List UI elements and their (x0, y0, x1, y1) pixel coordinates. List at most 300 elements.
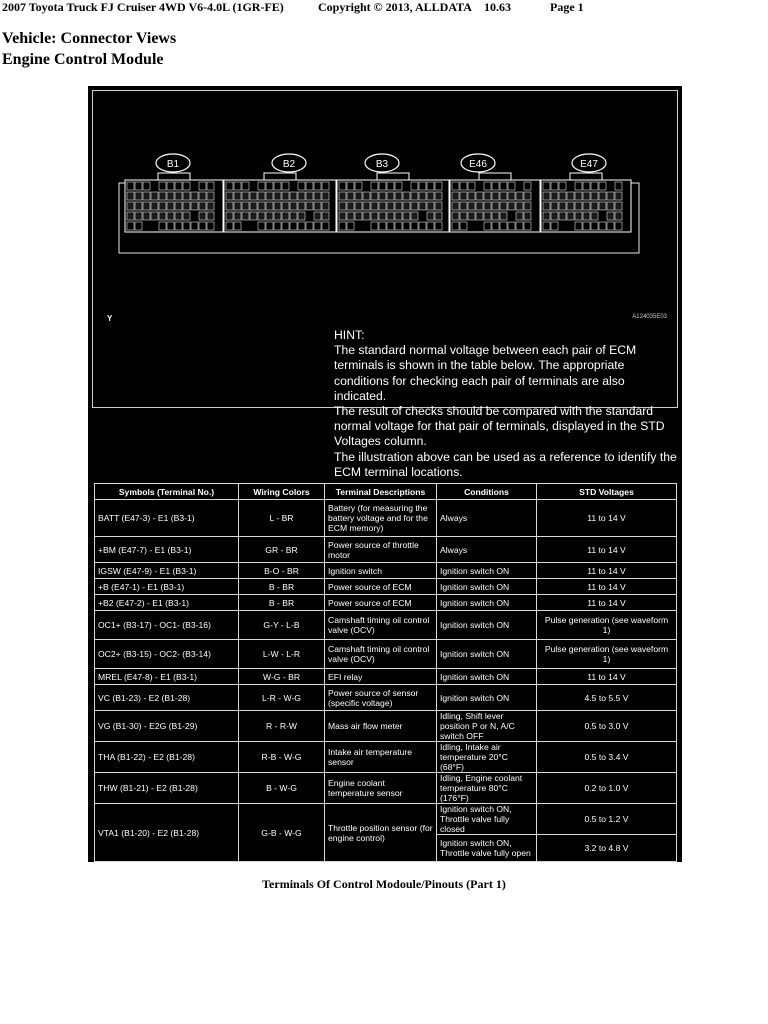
terminal-pin (127, 192, 134, 200)
terminal-pin (500, 222, 507, 230)
cell-condition: Idling, Engine coolant temperature 80°C (176°F) (437, 773, 537, 804)
table-row (95, 563, 677, 579)
terminal-pin (135, 222, 142, 230)
terminal-pin (524, 212, 531, 220)
terminal-pin (159, 202, 166, 210)
terminal-pin (159, 192, 166, 200)
terminal-pin (500, 192, 507, 200)
terminal-pin (314, 202, 321, 210)
terminal-pin (508, 182, 515, 190)
terminal-pin (339, 222, 346, 230)
connector-latch (158, 173, 190, 180)
terminal-pin (508, 222, 515, 230)
terminal-pin (347, 212, 354, 220)
terminal-pin (543, 202, 550, 210)
terminal-pin (395, 182, 402, 190)
terminal-pin (258, 192, 265, 200)
cell-wiring: B - BR (239, 595, 325, 611)
terminal-pin (599, 192, 606, 200)
terminal-pin (234, 212, 241, 220)
terminal-pin (516, 192, 523, 200)
terminal-pin (403, 212, 410, 220)
terminal-pin (460, 182, 467, 190)
cell-wiring: L-W - L-R (239, 640, 325, 669)
cell-condition: Always (437, 537, 537, 563)
terminal-pin (207, 192, 214, 200)
cell-wiring: B - W-G (239, 773, 325, 804)
terminal-pin (322, 182, 329, 190)
cell-wiring: G-B - W-G (239, 804, 325, 862)
terminal-pin (274, 202, 281, 210)
terminal-pin (484, 182, 491, 190)
terminal-pin (559, 212, 566, 220)
terminal-pin (191, 222, 198, 230)
terminal-pin (575, 182, 582, 190)
terminal-pin (395, 222, 402, 230)
terminal-pin (339, 182, 346, 190)
terminal-pin (460, 212, 467, 220)
terminal-pin (591, 182, 598, 190)
terminal-pin (524, 182, 531, 190)
terminal-pin (452, 222, 459, 230)
terminal-pin (559, 182, 566, 190)
terminal-pin (175, 202, 182, 210)
terminal-pin (476, 202, 483, 210)
terminal-pin (524, 202, 531, 210)
terminal-pin (567, 192, 574, 200)
terminal-pin (199, 222, 206, 230)
terminal-pin (127, 202, 134, 210)
cell-wiring: W-G - BR (239, 669, 325, 685)
terminal-pin (427, 202, 434, 210)
terminal-pin (339, 202, 346, 210)
terminal-pin (411, 222, 418, 230)
terminal-pin (500, 212, 507, 220)
terminal-pin (167, 202, 174, 210)
terminal-pin (543, 192, 550, 200)
terminal-pin (322, 212, 329, 220)
terminal-pin (419, 202, 426, 210)
connector-label: B2 (282, 159, 296, 170)
terminal-pin (282, 202, 289, 210)
terminal-pin (135, 212, 142, 220)
terminal-pin (298, 212, 305, 220)
terminal-pin (575, 202, 582, 210)
terminal-pin (290, 192, 297, 200)
terminal-pin (347, 202, 354, 210)
terminal-pin (226, 202, 233, 210)
terminal-pin (615, 192, 622, 200)
terminal-pin (492, 182, 499, 190)
terminal-pin (543, 212, 550, 220)
terminal-pin (322, 222, 329, 230)
terminal-pin (159, 222, 166, 230)
terminal-pin (411, 202, 418, 210)
terminal-pin (167, 182, 174, 190)
terminal-pin (274, 212, 281, 220)
cell-condition: Idling, Intake air temperature 20°C (68°F) (437, 742, 537, 773)
terminal-pin (242, 192, 249, 200)
terminal-pin (387, 222, 394, 230)
cell-symbol: VC (B1-23) - E2 (B1-28) (95, 685, 239, 711)
cell-std-voltage: 11 to 14 V (537, 595, 677, 611)
terminal-pin (371, 182, 378, 190)
cell-condition: Ignition switch ON (437, 669, 537, 685)
cell-condition: Idling, Shift lever position P or N, A/C switch OFF (437, 711, 537, 742)
terminal-pin (371, 192, 378, 200)
figure-id: A124035E03 (632, 314, 667, 320)
terminal-pin (258, 182, 265, 190)
terminal-pin (492, 202, 499, 210)
table-row (95, 685, 677, 711)
terminal-pin (484, 222, 491, 230)
terminal-pin (419, 222, 426, 230)
terminal-pin (250, 192, 257, 200)
terminal-pin (591, 212, 598, 220)
cell-description: Power source of ECM (325, 579, 437, 595)
terminal-pin (468, 202, 475, 210)
cell-description: Engine coolant temperature sensor (325, 773, 437, 804)
terminal-pin (452, 192, 459, 200)
terminal-pin (347, 182, 354, 190)
terminal-pin (143, 182, 150, 190)
cell-symbol: THW (B1-21) - E2 (B1-28) (95, 773, 239, 804)
terminal-pin (234, 182, 241, 190)
cell-symbol: VTA1 (B1-20) - E2 (B1-28) (95, 804, 239, 862)
terminal-pin (226, 182, 233, 190)
terminal-pin (250, 212, 257, 220)
terminal-pin (379, 222, 386, 230)
terminal-pin (175, 222, 182, 230)
ecm-figure-panel (88, 86, 682, 862)
connector-latch (570, 173, 602, 180)
terminal-voltage-table (94, 483, 677, 862)
terminal-pin (298, 202, 305, 210)
terminal-pin (435, 222, 442, 230)
terminal-pin (226, 192, 233, 200)
terminal-pin (559, 192, 566, 200)
terminal-pin (127, 222, 134, 230)
cell-description: Ignition switch (325, 563, 437, 579)
terminal-pin (379, 202, 386, 210)
terminal-pin (151, 192, 158, 200)
terminal-pin (583, 192, 590, 200)
terminal-pin (516, 212, 523, 220)
terminal-pin (468, 182, 475, 190)
terminal-pin (355, 202, 362, 210)
terminal-pin (599, 182, 606, 190)
cell-wiring: L - BR (239, 500, 325, 537)
terminal-pin (363, 202, 370, 210)
terminal-pin (403, 202, 410, 210)
terminal-pin (298, 222, 305, 230)
terminal-pin (191, 192, 198, 200)
terminal-pin (183, 192, 190, 200)
terminal-pin (452, 202, 459, 210)
connector-label: E47 (580, 159, 598, 170)
terminal-pin (615, 222, 622, 230)
terminal-pin (143, 202, 150, 210)
terminal-pin (567, 212, 574, 220)
terminal-pin (199, 212, 206, 220)
terminal-pin (258, 212, 265, 220)
terminal-pin (551, 202, 558, 210)
terminal-pin (242, 202, 249, 210)
terminal-pin (500, 202, 507, 210)
terminal-pin (199, 192, 206, 200)
terminal-pin (282, 192, 289, 200)
terminal-pin (282, 212, 289, 220)
terminal-pin (607, 212, 614, 220)
terminal-pin (298, 192, 305, 200)
cell-std-voltage: 11 to 14 V (537, 579, 677, 595)
terminal-pin (274, 182, 281, 190)
terminal-pin (516, 202, 523, 210)
terminal-pin (379, 192, 386, 200)
terminal-pin (591, 192, 598, 200)
terminal-pin (484, 192, 491, 200)
cell-std-voltage: 0.5 to 3.0 V (537, 711, 677, 742)
terminal-pin (435, 192, 442, 200)
terminal-pin (167, 222, 174, 230)
terminal-pin (266, 182, 273, 190)
terminal-pin (575, 212, 582, 220)
cell-wiring: L-R - W-G (239, 685, 325, 711)
terminal-pin (143, 192, 150, 200)
cell-symbol: BATT (E47-3) - E1 (B3-1) (95, 500, 239, 537)
table-row (95, 611, 677, 640)
cell-symbol: +BM (E47-7) - E1 (B3-1) (95, 537, 239, 563)
terminal-pin (135, 202, 142, 210)
terminal-pin (363, 192, 370, 200)
copyright-text: Copyright © 2013, ALLDATA (318, 0, 472, 14)
terminal-pin (290, 222, 297, 230)
terminal-pin (387, 192, 394, 200)
cell-description: Power source of throttle motor (325, 537, 437, 563)
terminal-pin (266, 222, 273, 230)
cell-condition: Ignition switch ON (437, 563, 537, 579)
terminal-pin (355, 182, 362, 190)
terminal-pin (314, 222, 321, 230)
terminal-pin (274, 222, 281, 230)
cell-condition: Ignition switch ON, Throttle valve fully closed (437, 804, 537, 835)
header-wiring-colors: Wiring Colors (239, 484, 325, 500)
terminal-pin (183, 202, 190, 210)
terminal-pin (551, 182, 558, 190)
terminal-pin (347, 192, 354, 200)
version-number: 10.63 (484, 0, 511, 14)
terminal-pin (314, 212, 321, 220)
cell-std-voltage: 3.2 to 4.8 V (537, 835, 677, 862)
terminal-pin (207, 222, 214, 230)
terminal-pin (492, 222, 499, 230)
connector-label: B3 (375, 159, 389, 170)
terminal-pin (282, 222, 289, 230)
terminal-pin (226, 222, 233, 230)
terminal-pin (266, 192, 273, 200)
terminal-pin (508, 192, 515, 200)
terminal-pin (306, 182, 313, 190)
cell-symbol: THA (B1-22) - E2 (B1-28) (95, 742, 239, 773)
table-row (95, 669, 677, 685)
terminal-pin (322, 202, 329, 210)
terminal-pin (435, 212, 442, 220)
table-row (95, 742, 677, 773)
cell-description: Intake air temperature sensor (325, 742, 437, 773)
cell-std-voltage: 11 to 14 V (537, 669, 677, 685)
terminal-pin (242, 182, 249, 190)
terminal-pin (524, 222, 531, 230)
connector-label: E46 (469, 159, 487, 170)
terminal-pin (452, 212, 459, 220)
terminal-pin (427, 192, 434, 200)
terminal-pin (615, 202, 622, 210)
terminal-pin (135, 192, 142, 200)
terminal-pin (355, 192, 362, 200)
cell-description: Power source of ECM (325, 595, 437, 611)
terminal-pin (395, 212, 402, 220)
terminal-pin (607, 222, 614, 230)
terminal-pin (387, 182, 394, 190)
table-row (95, 537, 677, 563)
table-row (95, 804, 677, 835)
terminal-pin (314, 182, 321, 190)
cell-description: EFI relay (325, 669, 437, 685)
cell-condition: Ignition switch ON (437, 685, 537, 711)
terminal-pin (559, 202, 566, 210)
cell-symbol: MREL (E47-8) - E1 (B3-1) (95, 669, 239, 685)
terminal-pin (492, 212, 499, 220)
terminal-pin (484, 202, 491, 210)
terminal-pin (599, 222, 606, 230)
terminal-pin (583, 202, 590, 210)
table-row (95, 711, 677, 742)
terminal-pin (151, 202, 158, 210)
terminal-pin (411, 192, 418, 200)
terminal-pin (460, 202, 467, 210)
terminal-pin (135, 182, 142, 190)
terminal-pin (207, 212, 214, 220)
terminal-pin (543, 222, 550, 230)
terminal-pin (183, 182, 190, 190)
terminal-pin (151, 212, 158, 220)
terminal-pin (452, 182, 459, 190)
header-symbols: Symbols (Terminal No.) (95, 484, 239, 500)
terminal-pin (175, 212, 182, 220)
terminal-pin (468, 212, 475, 220)
terminal-pin (395, 202, 402, 210)
cell-symbol: OC2+ (B3-15) - OC2- (B3-14) (95, 640, 239, 669)
header-terminal-descriptions: Terminal Descriptions (325, 484, 437, 500)
table-row (95, 773, 677, 804)
terminal-pin (363, 212, 370, 220)
terminal-pin (583, 182, 590, 190)
terminal-pin (508, 202, 515, 210)
terminal-pin (191, 202, 198, 210)
terminal-pin (427, 182, 434, 190)
terminal-pin (543, 182, 550, 190)
cell-std-voltage: 11 to 14 V (537, 563, 677, 579)
cell-std-voltage: 0.2 to 1.0 V (537, 773, 677, 804)
cell-std-voltage: 11 to 14 V (537, 537, 677, 563)
terminal-pin (339, 192, 346, 200)
terminal-pin (159, 212, 166, 220)
terminal-pin (199, 202, 206, 210)
terminal-pin (266, 202, 273, 210)
terminal-pin (167, 192, 174, 200)
terminal-pin (387, 212, 394, 220)
cell-std-voltage: 4.5 to 5.5 V (537, 685, 677, 711)
cell-condition: Always (437, 500, 537, 537)
terminal-pin (371, 222, 378, 230)
terminal-pin (127, 212, 134, 220)
page-number: Page 1 (550, 0, 584, 14)
cell-description: Camshaft timing oil control valve (OCV) (325, 640, 437, 669)
cell-description: Camshaft timing oil control valve (OCV) (325, 611, 437, 640)
terminal-pin (575, 192, 582, 200)
terminal-pin (435, 182, 442, 190)
terminal-pin (207, 182, 214, 190)
cell-std-voltage: Pulse generation (see waveform 1) (537, 640, 677, 669)
title-line-2: Engine Control Module (2, 51, 164, 68)
cell-condition: Ignition switch ON (437, 611, 537, 640)
terminal-pin (484, 212, 491, 220)
terminal-pin (266, 212, 273, 220)
terminal-pin (427, 212, 434, 220)
terminal-pin (419, 192, 426, 200)
cell-symbol: IGSW (E47-9) - E1 (B3-1) (95, 563, 239, 579)
terminal-pin (242, 212, 249, 220)
table-row (95, 579, 677, 595)
cell-std-voltage: 0.5 to 3.4 V (537, 742, 677, 773)
terminal-pin (306, 192, 313, 200)
terminal-pin (258, 222, 265, 230)
terminal-pin (234, 202, 241, 210)
terminal-pin (551, 222, 558, 230)
page-header (2, 0, 768, 14)
terminal-pin (306, 202, 313, 210)
terminal-pin (347, 222, 354, 230)
terminal-pin (306, 222, 313, 230)
title-line-1: Vehicle: Connector Views (2, 30, 177, 47)
vehicle-info: 2007 Toyota Truck FJ Cruiser 4WD V6-4.0L (1GR-FE) (2, 0, 284, 14)
terminal-pin (435, 202, 442, 210)
terminal-pin (183, 212, 190, 220)
connector-latch (264, 173, 296, 180)
cell-symbol: +B (E47-1) - E1 (B3-1) (95, 579, 239, 595)
hint-text: HINT: The standard normal voltage between each pair of ECM terminals is shown in the table below. The appropriate conditions for checking each pair of terminals are also indicated. The result of checks should be compared with the standard normal voltage for that pair of terminals, displayed in the STD Voltages column. The illustration above can be used as a reference to identify the ECM terminal locations. (334, 328, 677, 479)
terminal-pin (567, 202, 574, 210)
header-std-voltages: STD Voltages (537, 484, 677, 500)
terminal-pin (460, 192, 467, 200)
terminal-pin (339, 212, 346, 220)
terminal-pin (411, 212, 418, 220)
terminal-pin (143, 212, 150, 220)
cell-symbol: +B2 (E47-2) - E1 (B3-1) (95, 595, 239, 611)
cell-symbol: OC1+ (B3-17) - OC1- (B3-16) (95, 611, 239, 640)
cell-wiring: G-Y - L-B (239, 611, 325, 640)
terminal-pin (387, 202, 394, 210)
terminal-pin (460, 222, 467, 230)
cell-condition: Ignition switch ON (437, 640, 537, 669)
table-row (95, 640, 677, 669)
terminal-pin (607, 202, 614, 210)
terminal-pin (524, 192, 531, 200)
terminal-pin (591, 222, 598, 230)
terminal-pin (159, 182, 166, 190)
cell-wiring: R-B - W-G (239, 742, 325, 773)
terminal-pin (127, 182, 134, 190)
